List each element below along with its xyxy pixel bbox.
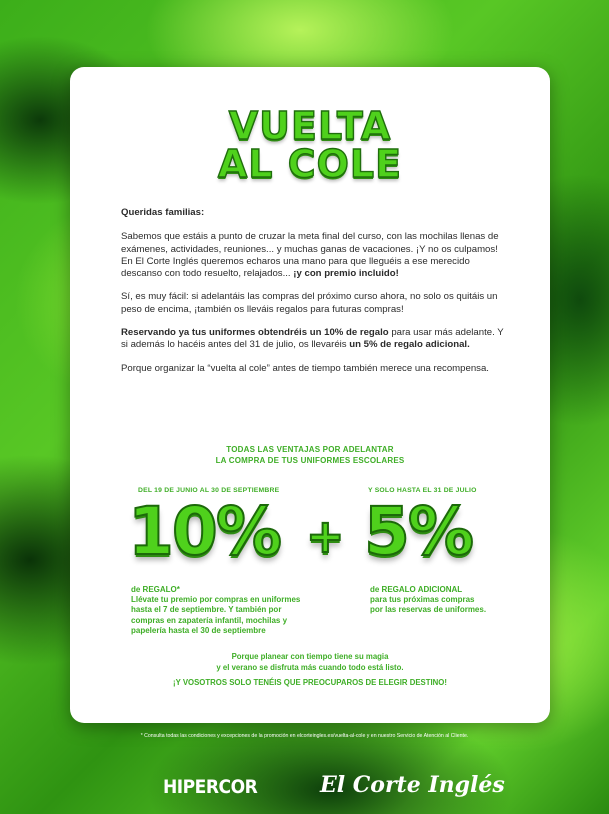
letter-p1-text: Sabemos que estáis a punto de cruzar la meta final del curso, con las mochilas llenas de exámenes, actividades, reuniones... y muchas ganas de vacaciones. ¡Y no os culpamos! En El Corte Inglés queremos echaros una mano para que lleguéis a ese merecido descanso con todo resuelto, relajados... bbox=[121, 231, 499, 280]
left-desc-line-1: de REGALO* bbox=[131, 585, 180, 594]
letter-p1-bold: ¡y con premio incluido! bbox=[293, 268, 399, 280]
right-description bbox=[370, 585, 486, 616]
left-description bbox=[131, 585, 300, 636]
right-desc-line-3: por las reservas de uniformes. bbox=[370, 605, 487, 615]
plus-sign: + bbox=[306, 509, 345, 563]
closing-message bbox=[70, 652, 550, 673]
letter-p3-bold-2: un 5% de regalo adicional. bbox=[349, 339, 470, 351]
letter-body bbox=[121, 207, 511, 386]
advantages-title bbox=[70, 444, 550, 466]
hipercor-logo: HIPERCOR bbox=[163, 776, 258, 798]
five-percent-figure: 5% bbox=[364, 493, 473, 570]
advantages-title-line-1: TODAS LAS VENTAJAS POR ADELANTAR bbox=[226, 445, 394, 454]
left-desc-line-2: Llévate tu premio por compras en uniformes bbox=[131, 595, 301, 605]
letter-p3-text: para usar más adelante. Y si además lo hacéis antes del 31 de julio, os llevaréis bbox=[121, 327, 504, 351]
letter-greeting: Queridas familias: bbox=[121, 207, 205, 218]
closing-line-1: Porque planear con tiempo tiene su magia bbox=[231, 652, 389, 661]
letter-paragraph-4: Porque organizar la “vuelta al cole” antes de tiempo también merece una recompensa. bbox=[121, 362, 489, 374]
advantages-title-line-2: LA COMPRA DE TUS UNIFORMES ESCOLARES bbox=[215, 456, 405, 465]
title-line-1: VUELTA bbox=[228, 104, 392, 148]
el-corte-ingles-logo: El Corte Inglés bbox=[320, 772, 505, 798]
ten-percent-figure: 10% bbox=[128, 493, 280, 570]
left-desc-line-3: hasta el 7 de septiembre. Y también por bbox=[131, 605, 282, 615]
letter-paragraph-1 bbox=[121, 231, 511, 280]
left-desc-line-4: compras en zapatería infantil, mochilas y bbox=[131, 615, 288, 625]
closing-headline: ¡Y VOSOTROS SOLO TENÉIS QUE PREOCUPAROS DE ELEGIR DESTINO! bbox=[173, 678, 447, 687]
right-period-label: Y SOLO HASTA EL 31 DE JULIO bbox=[368, 487, 477, 494]
legal-disclaimer: * Consulta todas las condiciones y excepciones de la promoción en elcorteingles.es/vuelta-al-cole y en nuestro Servicio de Atención al Cliente. bbox=[140, 733, 469, 739]
letter-paragraph-2: Sí, es muy fácil: si adelantáis las compras del próximo curso ahora, no solo os quitáis un peso de encima, ¡también os lleváis regalos para futuras compras! bbox=[121, 291, 498, 315]
right-desc-line-1: de REGALO ADICIONAL bbox=[370, 585, 463, 594]
left-period-label: DEL 19 DE JUNIO AL 30 DE SEPTIEMBRE bbox=[138, 487, 280, 494]
closing-line-2: y el verano se disfruta más cuando todo está listo. bbox=[216, 662, 404, 672]
page-title bbox=[70, 104, 550, 186]
title-line-2: AL COLE bbox=[217, 142, 403, 186]
left-desc-line-5: papelería hasta el 30 de septiembre bbox=[131, 625, 266, 635]
right-desc-line-2: para tus próximas compras bbox=[370, 595, 475, 605]
main-card bbox=[70, 67, 550, 723]
letter-paragraph-3 bbox=[121, 327, 511, 352]
letter-p3-bold-1: Reservando ya tus uniformes obtendréis un 10% de regalo bbox=[121, 327, 389, 339]
